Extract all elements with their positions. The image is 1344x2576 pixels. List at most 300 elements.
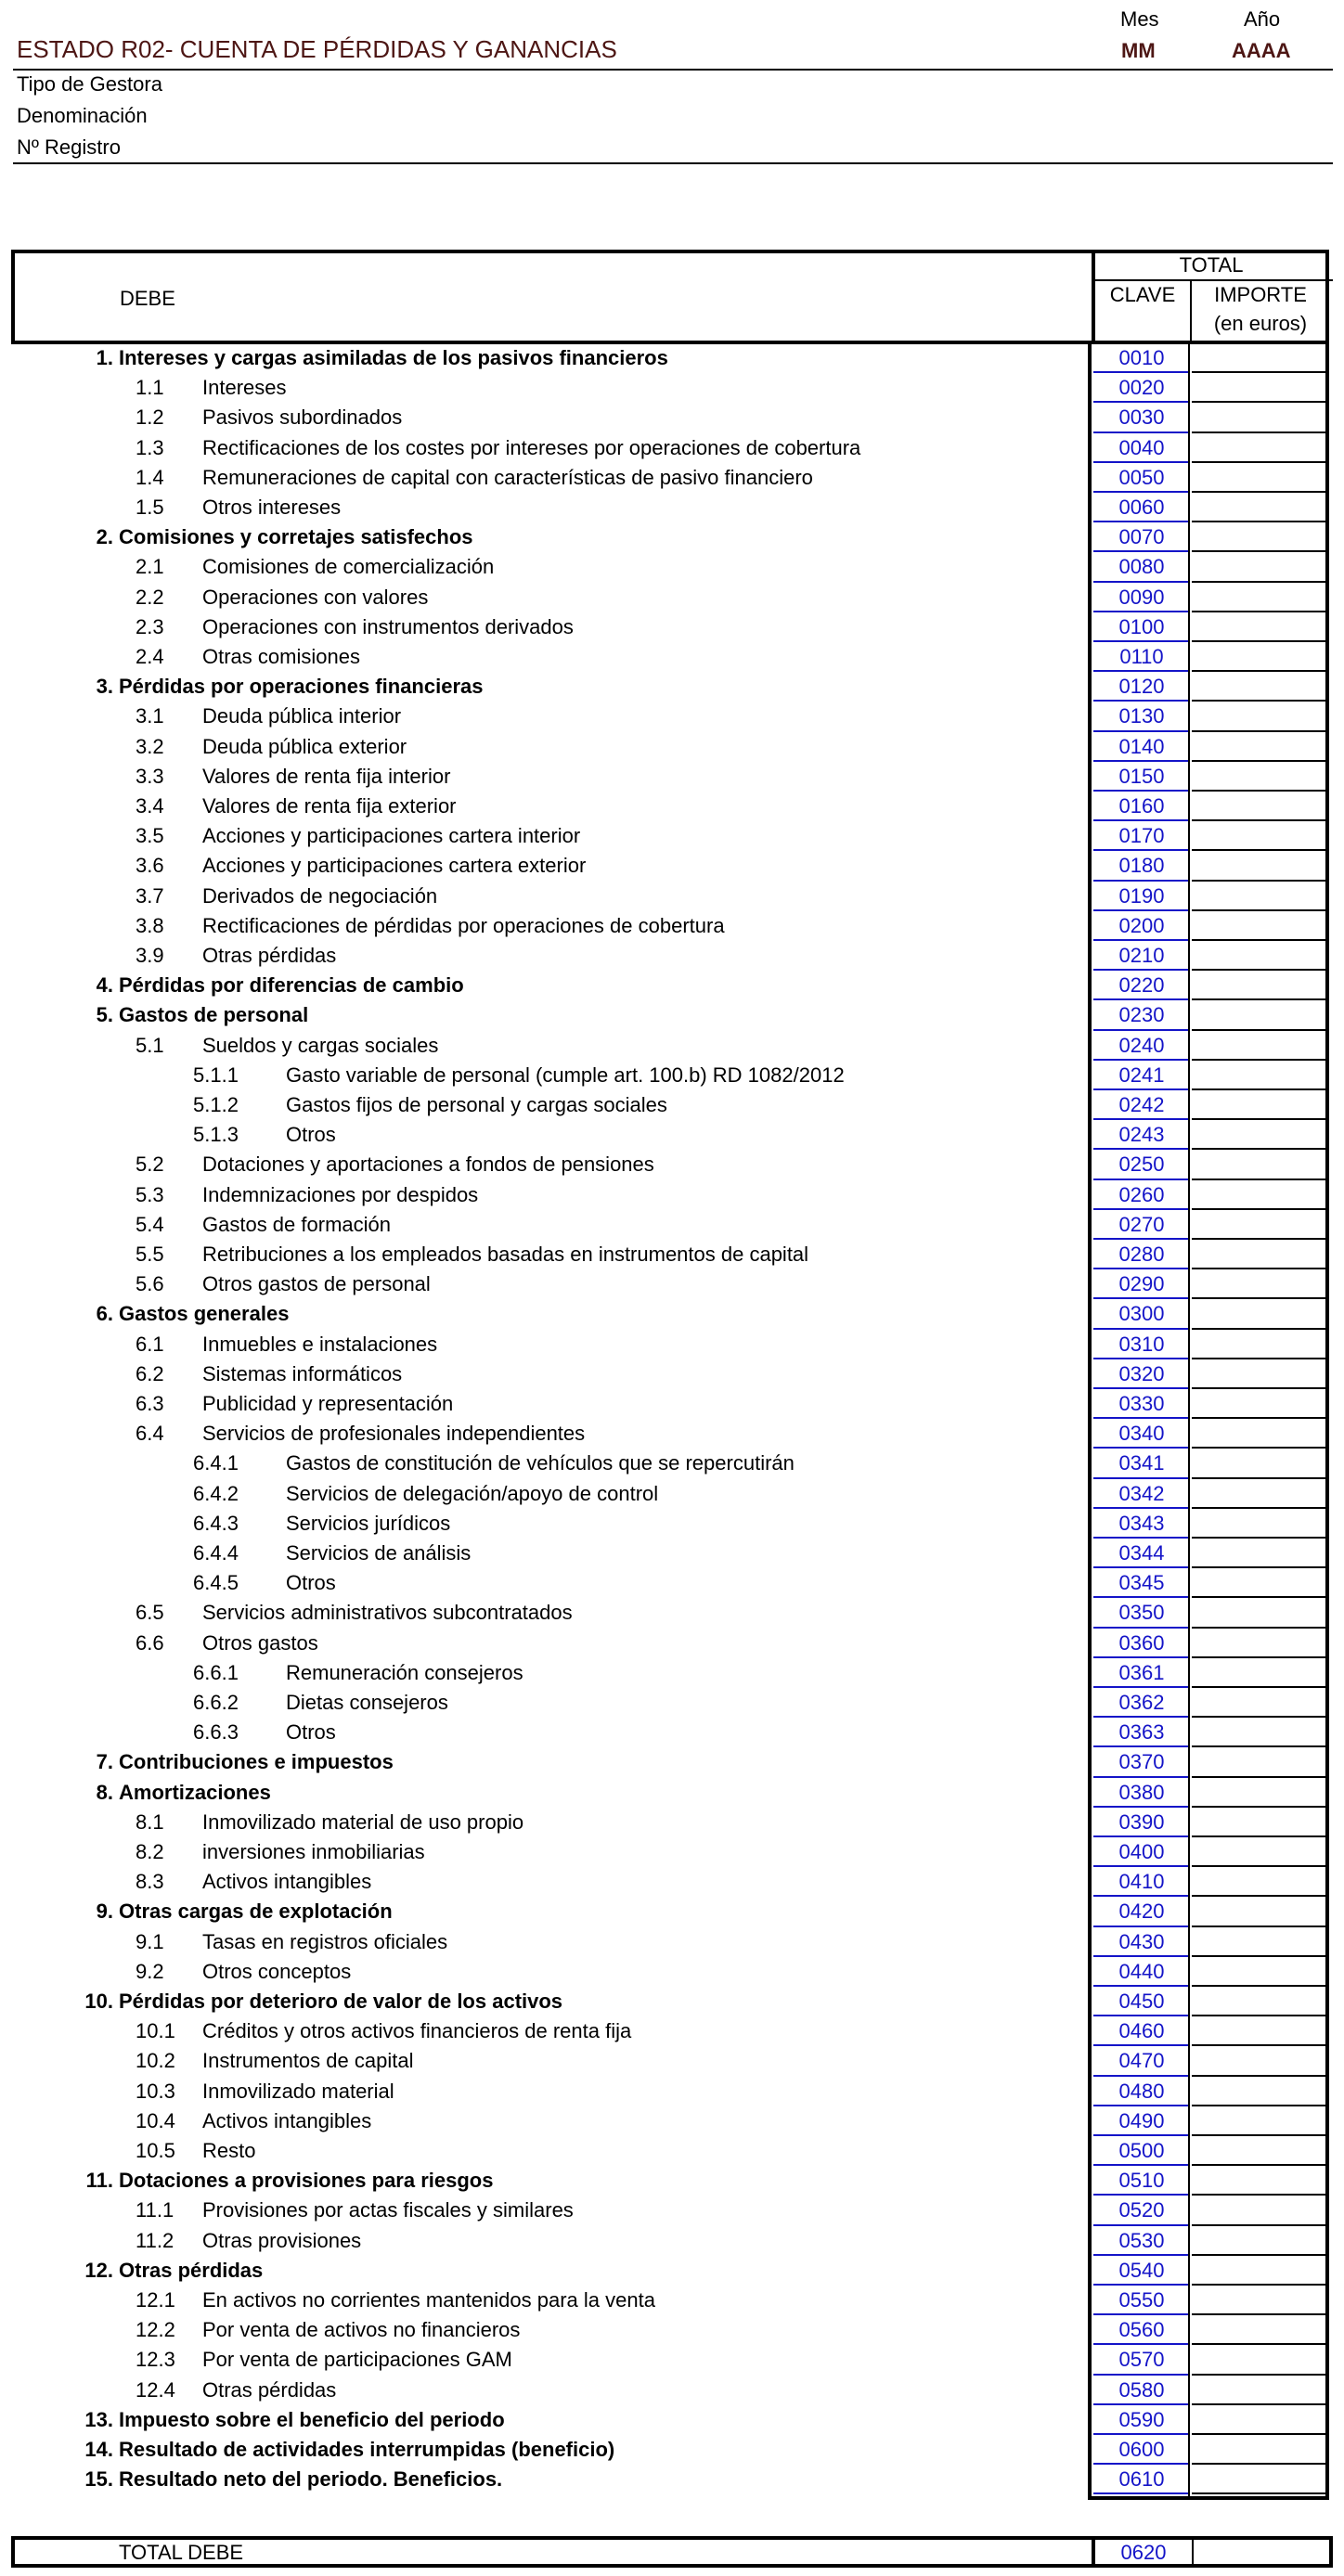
debe-header: DEBE (120, 287, 175, 310)
row-clave: 0020 (1118, 376, 1165, 400)
importe-cell[interactable] (1192, 611, 1327, 612)
importe-cell[interactable] (1192, 1417, 1327, 1419)
row-clave: 0250 (1118, 1153, 1165, 1177)
importe-cell[interactable] (1192, 1387, 1327, 1389)
importe-cell[interactable] (1192, 1835, 1327, 1837)
row-clave: 0520 (1118, 2198, 1165, 2222)
table-row (11, 1360, 1333, 1390)
anio-value[interactable]: AAAA (1232, 39, 1291, 62)
row-number: 10. (84, 1990, 113, 2013)
importe-cell[interactable] (1192, 939, 1327, 941)
table-row (11, 673, 1333, 702)
row-number: 6.6.3 (193, 1720, 239, 1745)
importe-cell[interactable] (1192, 1358, 1327, 1359)
importe-cell[interactable] (1192, 1806, 1327, 1808)
row-label: Gastos de formación (202, 1212, 391, 1236)
importe-cell[interactable] (1192, 491, 1327, 493)
table-row (11, 2078, 1333, 2107)
row-number: 12. (84, 2258, 113, 2282)
row-label: Activos intangibles (202, 1870, 372, 1894)
clave-underline (1093, 939, 1188, 941)
row-clave: 0580 (1118, 2377, 1165, 2402)
clave-underline (1093, 2403, 1188, 2405)
importe-cell[interactable] (1192, 461, 1327, 463)
importe-cell[interactable] (1192, 2254, 1327, 2256)
row-clave: 0570 (1118, 2348, 1165, 2372)
table-row (11, 1748, 1333, 1778)
total-importe-cell[interactable] (1194, 2540, 1329, 2564)
row-label: Amortizaciones (119, 1780, 271, 1804)
row-clave: 0170 (1118, 824, 1165, 848)
row-label: Pérdidas por deterioro de valor de los activos (119, 1990, 563, 2013)
row-label: Otros gastos de personal (202, 1272, 431, 1296)
row-clave: 0290 (1118, 1272, 1165, 1296)
row-label: Comisiones y corretajes satisfechos (119, 525, 473, 549)
importe-cell[interactable] (1192, 1865, 1327, 1867)
importe-cell[interactable] (1192, 819, 1327, 821)
row-clave: 0300 (1118, 1302, 1165, 1326)
importe-cell[interactable] (1192, 1148, 1327, 1150)
row-label: Provisiones por actas fiscales y similares (202, 2198, 574, 2222)
row-clave: 0200 (1118, 913, 1165, 937)
importe-cell[interactable] (1192, 1895, 1327, 1897)
row-label: Intereses (202, 376, 287, 400)
clave-underline (1093, 1297, 1188, 1299)
table-row (11, 1480, 1333, 1510)
row-label: Inmovilizado material (202, 2079, 394, 2103)
row-clave: 0330 (1118, 1392, 1165, 1415)
row-label: Pérdidas por diferencias de cambio (119, 973, 464, 998)
clave-underline (1093, 461, 1188, 463)
importe-cell[interactable] (1192, 2075, 1327, 2077)
row-clave: 0180 (1118, 854, 1165, 878)
importe-cell[interactable] (1192, 1745, 1327, 1747)
row-number: 1. (96, 346, 113, 369)
row-clave: 0242 (1118, 1093, 1165, 1116)
row-label: Gastos fijos de personal y cargas sociales (286, 1093, 667, 1116)
row-number: 3. (96, 675, 113, 699)
row-number: 6.5 (136, 1601, 164, 1625)
row-number: 9.2 (136, 1959, 164, 1983)
row-number: 3.5 (136, 824, 164, 848)
row-number: 6. (96, 1302, 113, 1326)
importe-cell[interactable] (1192, 550, 1327, 552)
table-row (11, 1898, 1333, 1927)
importe-cell[interactable] (1192, 371, 1327, 373)
row-label: Otras cargas de explotación (119, 1900, 393, 1924)
clave-underline (1093, 1627, 1188, 1629)
importe-unit: (en euros) (1213, 312, 1308, 335)
row-clave: 0344 (1118, 1541, 1165, 1565)
tipo-gestora-label: Tipo de Gestora (17, 72, 162, 96)
clave-underline (1093, 1776, 1188, 1778)
row-number: 14. (84, 2438, 113, 2461)
table-row (11, 972, 1333, 1001)
row-label: Resto (202, 2139, 256, 2162)
table-header (11, 250, 1329, 344)
total-rule (1095, 279, 1333, 281)
importe-cell[interactable] (1192, 521, 1327, 522)
importe-cell[interactable] (1192, 790, 1327, 792)
importe-cell[interactable] (1192, 431, 1327, 433)
row-label: inversiones inmobiliarias (202, 1840, 425, 1863)
table-row (11, 523, 1333, 553)
row-clave: 0610 (1118, 2467, 1165, 2492)
row-label: Impuesto sobre el beneficio del periodo (119, 2407, 505, 2431)
row-clave: 0220 (1118, 973, 1165, 998)
total-row (11, 2536, 1333, 2568)
importe-cell[interactable] (1192, 849, 1327, 851)
mes-label: Mes (1120, 7, 1159, 31)
importe-cell[interactable] (1192, 1686, 1327, 1688)
row-clave: 0590 (1118, 2407, 1165, 2431)
importe-cell[interactable] (1192, 2164, 1327, 2166)
row-clave: 0400 (1118, 1840, 1165, 1863)
table-row (11, 912, 1333, 942)
row-clave: 0100 (1118, 614, 1165, 638)
table-row (11, 792, 1333, 822)
clave-underline (1093, 1088, 1188, 1090)
importe-cell[interactable] (1192, 1955, 1327, 1957)
table-row (11, 1510, 1333, 1539)
row-clave: 0342 (1118, 1481, 1165, 1505)
clave-underline (1093, 2075, 1188, 2077)
row-label: Sueldos y cargas sociales (202, 1033, 439, 1057)
total-label: TOTAL DEBE (119, 2541, 244, 2564)
table-row (11, 643, 1333, 673)
row-clave: 0470 (1118, 2049, 1165, 2073)
table-row (11, 2137, 1333, 2167)
row-number: 1.1 (136, 376, 164, 400)
row-clave: 0460 (1118, 2019, 1165, 2043)
row-clave: 0260 (1118, 1182, 1165, 1206)
clave-underline (1093, 1656, 1188, 1658)
clave-underline (1093, 371, 1188, 373)
row-clave: 0390 (1118, 1810, 1165, 1834)
table-row (11, 2107, 1333, 2137)
importe-cell[interactable] (1192, 880, 1327, 882)
row-number: 3.9 (136, 944, 164, 967)
row-label: Valores de renta fija interior (202, 764, 451, 788)
clave-underline (1093, 1566, 1188, 1568)
clave-underline (1093, 880, 1188, 882)
table-row (11, 1121, 1333, 1151)
mes-value[interactable]: MM (1121, 39, 1156, 62)
clave-underline (1093, 1865, 1188, 1867)
row-label: Otros (286, 1123, 336, 1147)
importe-cell[interactable] (1192, 2374, 1327, 2376)
row-number: 3.1 (136, 704, 164, 728)
row-label: Dotaciones y aportaciones a fondos de pensiones (202, 1153, 654, 1177)
row-number: 10.3 (136, 2079, 175, 2103)
row-label: Inmovilizado material de uso propio (202, 1810, 524, 1834)
importe-cell[interactable] (1192, 700, 1327, 702)
importe-cell[interactable] (1192, 1029, 1327, 1031)
importe-cell[interactable] (1192, 998, 1327, 1000)
row-label: Servicios administrativos subcontratados (202, 1601, 573, 1625)
row-number: 10.5 (136, 2139, 175, 2162)
table-row (11, 942, 1333, 972)
row-label: Gasto variable de personal (cumple art. 100.b) RD 1082/2012 (286, 1063, 845, 1087)
row-number: 1.4 (136, 465, 164, 489)
table-row (11, 1181, 1333, 1211)
table-row (11, 1449, 1333, 1479)
importe-cell[interactable] (1192, 730, 1327, 732)
importe-cell[interactable] (1192, 401, 1327, 403)
row-number: 12.4 (136, 2377, 175, 2402)
clave-underline (1093, 2194, 1188, 2196)
row-label: Pasivos subordinados (202, 406, 403, 430)
row-number: 1.3 (136, 435, 164, 459)
row-clave: 0361 (1118, 1660, 1165, 1684)
row-clave: 0030 (1118, 406, 1165, 430)
importe-cell[interactable] (1192, 1208, 1327, 1210)
row-label: Servicios jurídicos (286, 1511, 451, 1535)
row-clave: 0130 (1118, 704, 1165, 728)
table-row (11, 553, 1333, 583)
importe-cell[interactable] (1192, 2134, 1327, 2136)
table-row (11, 1062, 1333, 1091)
table-row (11, 1300, 1333, 1330)
clave-underline (1093, 2374, 1188, 2376)
row-number: 6.4.2 (193, 1481, 239, 1505)
clave-underline (1093, 2105, 1188, 2106)
row-number: 6.2 (136, 1361, 164, 1385)
row-clave: 0360 (1118, 1630, 1165, 1655)
table-row (11, 2167, 1333, 2196)
row-clave: 0340 (1118, 1422, 1165, 1446)
row-label: Derivados de negociación (202, 883, 438, 908)
row-clave: 0550 (1118, 2288, 1165, 2312)
row-number: 3.4 (136, 794, 164, 818)
importe-cell[interactable] (1192, 2433, 1327, 2435)
importe-cell[interactable] (1192, 1268, 1327, 1269)
row-label: Intereses y cargas asimiladas de los pasivos financieros (119, 346, 668, 369)
clave-underline (1093, 491, 1188, 493)
clave-underline (1093, 1118, 1188, 1120)
importe-cell[interactable] (1192, 1596, 1327, 1598)
row-number: 5.2 (136, 1153, 164, 1177)
row-number: 11. (85, 2169, 113, 2193)
row-clave: 0440 (1118, 1959, 1165, 1983)
row-clave: 0110 (1119, 645, 1164, 668)
clave-underline (1093, 1686, 1188, 1688)
importe-cell[interactable] (1192, 670, 1327, 672)
row-number: 15. (84, 2467, 113, 2492)
row-number: 2.4 (136, 645, 164, 668)
clave-underline (1093, 1537, 1188, 1539)
row-clave: 0160 (1118, 794, 1165, 818)
row-number: 6.6.2 (193, 1691, 239, 1714)
row-label: Remuneraciones de capital con características de pasivo financiero (202, 465, 813, 489)
importe-cell[interactable] (1192, 2015, 1327, 2016)
row-number: 3.6 (136, 854, 164, 878)
row-number: 3.2 (136, 734, 164, 758)
clave-underline (1093, 670, 1188, 672)
table-row (11, 1659, 1333, 1689)
importe-cell[interactable] (1192, 1059, 1327, 1061)
row-number: 2.2 (136, 585, 164, 609)
importe-cell[interactable] (1192, 581, 1327, 583)
table-row (11, 1809, 1333, 1838)
importe-cell[interactable] (1192, 1926, 1327, 1927)
importe-cell[interactable] (1192, 1088, 1327, 1090)
row-number: 4. (96, 973, 113, 998)
row-clave: 0380 (1118, 1780, 1165, 1804)
row-clave: 0240 (1118, 1033, 1165, 1057)
clave-underline (1093, 819, 1188, 821)
importe-cell[interactable] (1192, 1238, 1327, 1240)
clave-underline (1093, 2463, 1188, 2465)
importe-cell[interactable] (1192, 2284, 1327, 2286)
row-clave: 0370 (1118, 1750, 1165, 1774)
importe-cell[interactable] (1192, 1179, 1327, 1180)
total-clave[interactable]: 0620 (1120, 2541, 1167, 2564)
row-number: 3.3 (136, 764, 164, 788)
clave-underline (1093, 790, 1188, 792)
row-number: 5.1.1 (193, 1063, 239, 1087)
importe-cell[interactable] (1192, 2343, 1327, 2345)
row-number: 7. (96, 1750, 113, 1774)
table-row (11, 344, 1333, 374)
row-label: Indemnizaciones por despidos (202, 1182, 479, 1206)
row-label: Otras comisiones (202, 645, 360, 668)
row-label: Deuda pública interior (202, 704, 402, 728)
table-row (11, 2406, 1333, 2436)
importe-cell[interactable] (1192, 2492, 1327, 2494)
row-clave: 0362 (1118, 1691, 1165, 1714)
row-clave: 0560 (1118, 2318, 1165, 2342)
row-label: Por venta de activos no financieros (202, 2318, 521, 2342)
importe-cell[interactable] (1192, 1447, 1327, 1449)
row-label: Otros intereses (202, 496, 342, 519)
importe-cell[interactable] (1192, 1118, 1327, 1120)
table-row (11, 1001, 1333, 1031)
table-row (11, 2466, 1333, 2495)
importe-cell[interactable] (1192, 2044, 1327, 2046)
importe-cell[interactable] (1192, 969, 1327, 971)
table-row (11, 1599, 1333, 1629)
importe-cell[interactable] (1192, 1716, 1327, 1718)
row-clave: 0410 (1118, 1870, 1165, 1894)
importe-cell[interactable] (1192, 2403, 1327, 2405)
table-row (11, 882, 1333, 912)
table-row (11, 2316, 1333, 2346)
row-clave: 0243 (1118, 1123, 1165, 1147)
clave-underline (1093, 2492, 1188, 2494)
clave-underline (1093, 1238, 1188, 1240)
row-label: Gastos de personal (119, 1003, 309, 1027)
importe-cell[interactable] (1192, 2224, 1327, 2226)
row-number: 9.1 (136, 1929, 164, 1953)
importe-cell[interactable] (1192, 2105, 1327, 2106)
row-number: 5.1 (136, 1033, 164, 1057)
clave-underline (1093, 2343, 1188, 2345)
clave-underline (1093, 1507, 1188, 1509)
table-row (11, 1838, 1333, 1868)
importe-cell[interactable] (1192, 2194, 1327, 2196)
importe-cell[interactable] (1192, 1985, 1327, 1987)
table-row (11, 404, 1333, 433)
row-clave: 0070 (1118, 525, 1165, 549)
row-label: Dotaciones a provisiones para riesgos (119, 2169, 494, 2193)
table-row (11, 1390, 1333, 1420)
row-label: Activos intangibles (202, 2108, 372, 2132)
row-label: Sistemas informáticos (202, 1361, 403, 1385)
table-row (11, 374, 1333, 404)
row-number: 6.4.4 (193, 1541, 239, 1565)
table-row (11, 584, 1333, 613)
importe-cell[interactable] (1192, 1656, 1327, 1658)
row-number: 6.4.3 (193, 1511, 239, 1535)
importe-cell[interactable] (1192, 760, 1327, 762)
importe-cell[interactable] (1192, 1776, 1327, 1778)
clave-underline (1093, 2313, 1188, 2315)
importe-cell[interactable] (1192, 1477, 1327, 1479)
row-label: Pérdidas por operaciones financieras (119, 675, 484, 699)
row-clave: 0060 (1118, 496, 1165, 519)
row-label: Créditos y otros activos financieros de renta fija (202, 2019, 632, 2043)
importe-cell[interactable] (1192, 1297, 1327, 1299)
row-label: Servicios de delegación/apoyo de control (286, 1481, 659, 1505)
importe-cell[interactable] (1192, 909, 1327, 911)
table-row (11, 1569, 1333, 1599)
row-label: Deuda pública exterior (202, 734, 407, 758)
importe-cell[interactable] (1192, 1627, 1327, 1629)
importe-cell[interactable] (1192, 640, 1327, 642)
row-label: Contribuciones e impuestos (119, 1750, 394, 1774)
importe-cell[interactable] (1192, 1507, 1327, 1509)
row-clave: 0530 (1118, 2228, 1165, 2252)
row-label: Publicidad y representación (202, 1392, 454, 1415)
row-label: Operaciones con instrumentos derivados (202, 614, 574, 638)
row-number: 11.1 (136, 2198, 174, 2222)
row-number: 3.7 (136, 883, 164, 908)
row-label: Dietas consejeros (286, 1691, 448, 1714)
row-number: 9. (96, 1900, 113, 1924)
importe-cell[interactable] (1192, 2463, 1327, 2465)
clave-underline (1093, 550, 1188, 552)
row-number: 5.6 (136, 1272, 164, 1296)
table-row (11, 1241, 1333, 1270)
importe-cell[interactable] (1192, 1537, 1327, 1539)
row-number: 5.5 (136, 1243, 164, 1266)
clave-underline (1093, 909, 1188, 911)
importe-cell[interactable] (1192, 2313, 1327, 2315)
row-number: 10.2 (136, 2049, 175, 2073)
table-row (11, 1928, 1333, 1958)
row-clave: 0600 (1118, 2438, 1165, 2461)
row-label: Servicios de análisis (286, 1541, 472, 1565)
row-number: 2. (96, 525, 113, 549)
table-row (11, 1270, 1333, 1300)
row-clave: 0190 (1118, 883, 1165, 908)
row-number: 10.1 (136, 2019, 175, 2043)
table-row (11, 1420, 1333, 1449)
row-number: 5.4 (136, 1212, 164, 1236)
importe-cell[interactable] (1192, 1328, 1327, 1330)
importe-cell[interactable] (1192, 1566, 1327, 1568)
table-row (11, 2047, 1333, 2077)
table-row (11, 1988, 1333, 2017)
row-clave: 0270 (1118, 1212, 1165, 1236)
clave-underline (1093, 401, 1188, 403)
row-number: 6.6 (136, 1630, 164, 1655)
clave-underline (1093, 1417, 1188, 1419)
row-clave: 0540 (1118, 2258, 1165, 2282)
row-label: Otras pérdidas (119, 2258, 264, 2282)
table-row (11, 613, 1333, 643)
